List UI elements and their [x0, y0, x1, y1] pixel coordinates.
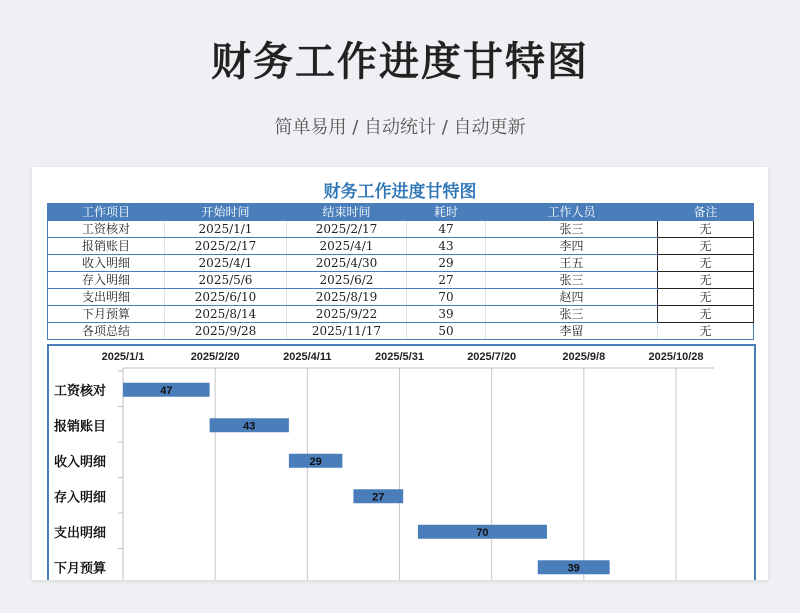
x-tick-label: 2025/5/31: [375, 351, 424, 363]
x-tick-label: 2025/10/28: [648, 351, 704, 363]
sheet-title: 财务工作进度甘特图: [323, 182, 477, 202]
table-row: [48, 323, 754, 340]
bar-data-label: 29: [309, 455, 322, 468]
cell-staff: 李留: [486, 323, 658, 340]
cell-duration: 43: [407, 238, 486, 255]
cell-start: 2025/2/17: [165, 238, 287, 255]
cell-staff: 张三: [486, 306, 658, 323]
x-tick-label: 2025/7/20: [467, 351, 517, 363]
cell-end: 2025/8/19: [287, 289, 407, 306]
table-header-row: [48, 204, 754, 221]
cell-staff: 李四: [486, 238, 658, 255]
cell-end: 2025/4/1: [287, 238, 407, 255]
cell-duration: 70: [407, 289, 486, 306]
column-header-staff: 工作人员: [486, 204, 658, 221]
x-tick-label: 2025/9/8: [562, 351, 606, 363]
table-row: [48, 272, 754, 289]
cell-staff: 王五: [486, 255, 658, 272]
cell-end: 2025/2/17: [287, 221, 407, 238]
column-header-start: 开始时间: [165, 204, 287, 221]
cell-end: 2025/6/2: [287, 272, 407, 289]
column-header-task: 工作项目: [48, 204, 165, 221]
x-tick-label: 2025/1/1: [101, 351, 145, 363]
cell-task: 收入明细: [48, 255, 165, 272]
cell-staff: 赵四: [486, 289, 658, 306]
x-tick-label: 2025/2/20: [190, 351, 240, 363]
cell-start: 2025/4/1: [165, 255, 287, 272]
page-subtitle: 简单易用 / 自动统计 / 自动更新: [274, 117, 526, 138]
cell-start: 2025/6/10: [165, 289, 287, 306]
cell-duration: 50: [407, 323, 486, 340]
y-category-label: 收入明细: [54, 454, 107, 470]
cell-duration: 39: [407, 306, 486, 323]
column-header-duration: 耗时: [407, 204, 486, 221]
y-category-label: 报销账目: [54, 419, 107, 435]
cell-end: 2025/11/17: [287, 323, 407, 340]
cell-note: 无: [658, 272, 754, 289]
x-tick-label: 2025/4/11: [283, 351, 332, 363]
column-header-end: 结束时间: [287, 204, 407, 221]
gantt-chart: [47, 344, 756, 580]
bar-data-label: 27: [372, 491, 385, 504]
spreadsheet-preview: [32, 167, 768, 580]
cell-note: 无: [658, 323, 754, 340]
cell-end: 2025/4/30: [287, 255, 407, 272]
gantt-chart-svg: [49, 346, 754, 580]
cell-start: 2025/8/14: [165, 306, 287, 323]
table-row: [48, 255, 754, 272]
page-title: 财务工作进度甘特图: [211, 39, 589, 85]
table-row: [48, 306, 754, 323]
cell-staff: 张三: [486, 272, 658, 289]
task-table: [47, 203, 754, 340]
cell-note: 无: [658, 221, 754, 238]
cell-task: 存入明细: [48, 272, 165, 289]
y-category-label: 存入明细: [54, 490, 107, 506]
cell-end: 2025/9/22: [287, 306, 407, 323]
cell-task: 各项总结: [48, 323, 165, 340]
cell-start: 2025/1/1: [165, 221, 287, 238]
bar-data-label: 47: [160, 384, 173, 397]
cell-staff: 张三: [486, 221, 658, 238]
column-header-note: 备注: [658, 204, 754, 221]
cell-duration: 27: [407, 272, 486, 289]
y-category-label: 工资核对: [54, 383, 107, 399]
cell-task: 工资核对: [48, 221, 165, 238]
table-row: [48, 238, 754, 255]
cell-task: 报销账目: [48, 238, 165, 255]
cell-note: 无: [658, 306, 754, 323]
bar-data-label: 43: [243, 420, 256, 433]
cell-note: 无: [658, 289, 754, 306]
bar-data-label: 70: [476, 526, 489, 539]
cell-note: 无: [658, 238, 754, 255]
cell-start: 2025/9/28: [165, 323, 287, 340]
table-row: [48, 221, 754, 238]
cell-task: 支出明细: [48, 289, 165, 306]
y-category-label: 下月预算: [54, 561, 107, 577]
cell-start: 2025/5/6: [165, 272, 287, 289]
cell-duration: 47: [407, 221, 486, 238]
bar-data-label: 39: [567, 562, 580, 575]
cell-duration: 29: [407, 255, 486, 272]
y-category-label: 支出明细: [54, 525, 107, 541]
cell-task: 下月预算: [48, 306, 165, 323]
cell-note: 无: [658, 255, 754, 272]
table-row: [48, 289, 754, 306]
